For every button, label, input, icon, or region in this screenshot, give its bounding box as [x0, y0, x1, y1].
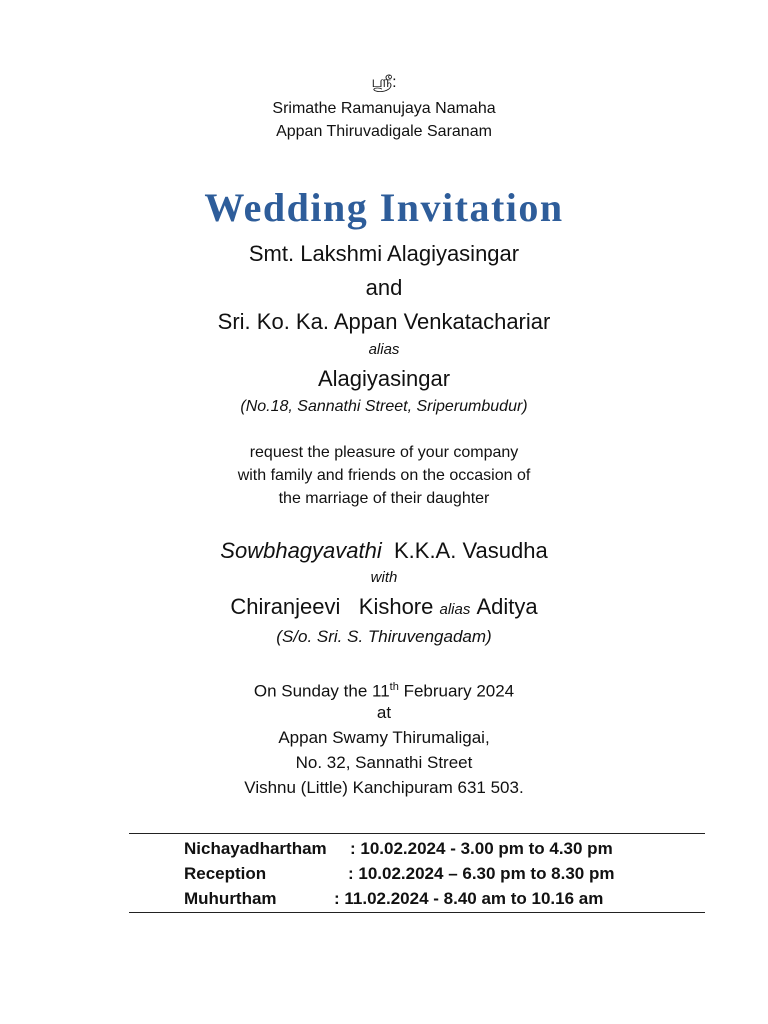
groom-title: Chiranjeevi	[230, 594, 341, 619]
schedule-value: : 10.02.2024 - 3.00 pm to 4.30 pm	[350, 839, 613, 858]
schedule-label: Reception	[184, 864, 267, 883]
date-sup: th	[389, 681, 399, 693]
schedule-top-rule	[129, 833, 705, 834]
schedule-label: Muhurtham	[184, 889, 277, 908]
groom-alias-word: alias	[439, 601, 471, 618]
host-alias-label: alias	[368, 341, 400, 358]
host-name-1: Smt. Lakshmi Alagiyasingar	[248, 241, 520, 266]
groom-line	[0, 592, 768, 625]
venue-line-1: Appan Swamy Thirumaligai,	[278, 728, 490, 747]
groom-alias: Aditya	[476, 594, 538, 619]
header-line-1: Srimathe Ramanujaya Namaha	[272, 100, 496, 117]
bride-title: Sowbhagyavathi	[220, 538, 382, 563]
groom-parent: (S/o. Sri. S. Thiruvengadam)	[276, 627, 492, 646]
host-alias-name: Alagiyasingar	[317, 366, 451, 391]
header-line-2: Appan Thiruvadigale Saranam	[276, 123, 492, 140]
page-title: Wedding Invitation	[204, 185, 564, 230]
venue-line-3: Vishnu (Little) Kanchipuram 631 503.	[244, 778, 524, 797]
schedule-bottom-rule	[129, 912, 705, 913]
bride-line	[0, 536, 768, 566]
event-at: at	[376, 703, 392, 722]
host-and: and	[365, 275, 403, 300]
request-line-2: with family and friends on the occasion of	[237, 467, 531, 484]
date-prefix: On Sunday the 11	[253, 681, 390, 701]
sri-symbol: ஶ்ரீ:	[371, 74, 397, 91]
with-label: with	[370, 569, 398, 586]
venue-line-2: No. 32, Sannathi Street	[295, 753, 473, 772]
groom-name: Kishore	[358, 594, 434, 619]
request-line-3: the marriage of their daughter	[278, 490, 490, 507]
schedule-value: : 10.02.2024 – 6.30 pm to 8.30 pm	[348, 864, 615, 883]
schedule-label: Nichayadhartham	[184, 839, 327, 858]
request-line-1: request the pleasure of your company	[249, 444, 519, 461]
host-address: (No.18, Sannathi Street, Sriperumbudur)	[240, 398, 528, 415]
bride-name: K.K.A. Vasudha	[393, 538, 548, 563]
date-suffix: February 2024	[398, 681, 515, 701]
host-name-2: Sri. Ko. Ka. Appan Venkatachariar	[217, 309, 551, 334]
event-date	[0, 676, 768, 703]
schedule-value: : 11.02.2024 - 8.40 am to 10.16 am	[334, 889, 604, 908]
